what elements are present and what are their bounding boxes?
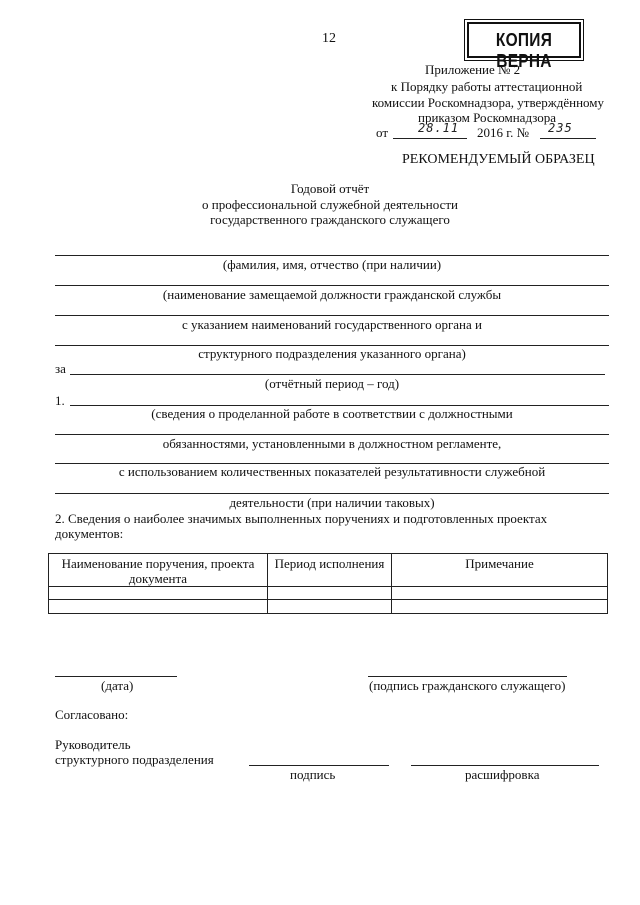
documents-table xyxy=(48,553,608,614)
fio-line xyxy=(55,255,609,256)
table-cell xyxy=(392,587,608,600)
period-hint: (отчётный период – год) xyxy=(264,376,400,391)
sample-label: РЕКОМЕНДУЕМЫЙ ОБРАЗЕЦ xyxy=(402,152,595,167)
work-hint-3: с использованием количественных показателей результативности служебной xyxy=(118,464,546,479)
agreed-label: Согласовано: xyxy=(55,707,129,722)
appendix-year-text: 2016 г. № xyxy=(477,125,530,140)
head-signature-label: подпись xyxy=(290,767,336,782)
page-number: 12 xyxy=(322,31,336,46)
title-line-2: о профессиональной служебной деятельности xyxy=(201,197,458,212)
table-header-cell: Период исполнения xyxy=(268,554,392,587)
employee-signature-line xyxy=(368,676,567,677)
item-1-number: 1. xyxy=(55,393,65,408)
appendix-number-handwritten: 235 xyxy=(548,121,573,135)
work-hint-2: обязанностями, установленными в должностном регламенте, xyxy=(162,436,502,451)
position-hint: (наименование замещаемой должности гражданской службы xyxy=(162,287,502,302)
item-2-line-2: документов: xyxy=(55,526,124,541)
period-prefix: за xyxy=(55,361,66,376)
table-cell xyxy=(49,587,268,600)
work-line-2 xyxy=(55,434,609,435)
table-header-cell: Наименование поручения, проекта документа xyxy=(49,554,268,587)
appendix-date-line xyxy=(393,138,467,139)
title-line-3: государственного гражданского служащего xyxy=(210,212,450,227)
work-hint-1: (сведения о проделанной работе в соответствии с должностными xyxy=(151,406,513,421)
appendix-line-1: Приложение № 2 xyxy=(425,62,521,77)
table-row xyxy=(49,587,608,600)
appendix-number-line xyxy=(540,138,596,139)
table-cell xyxy=(392,600,608,614)
head-decode-label: расшифровка xyxy=(465,767,540,782)
agency-hint: с указанием наименований государственного органа и xyxy=(182,317,482,332)
head-decode-line xyxy=(411,765,599,766)
subdivision-hint: структурного подразделения указанного органа) xyxy=(198,346,466,361)
appendix-line-4: приказом Роскомнадзора xyxy=(418,110,557,125)
work-hint-4: деятельности (при наличии таковых) xyxy=(229,495,435,510)
date-label: (дата) xyxy=(101,678,134,693)
agency-line xyxy=(55,315,609,316)
employee-signature-label: (подпись гражданского служащего) xyxy=(369,678,566,693)
appendix-date-handwritten: 28.11 xyxy=(418,121,460,135)
table-cell xyxy=(268,587,392,600)
head-line-2: структурного подразделения xyxy=(55,752,214,767)
date-line xyxy=(55,676,177,677)
table-header-cell: Примечание xyxy=(392,554,608,587)
item-2-line-1: 2. Сведения о наиболее значимых выполненных поручениях и подготовленных проектах xyxy=(55,511,548,526)
head-signature-line xyxy=(249,765,389,766)
fio-hint: (фамилия, имя, отчество (при наличии) xyxy=(222,257,442,272)
table-header-row xyxy=(49,554,608,587)
position-line xyxy=(55,285,609,286)
table-cell xyxy=(49,600,268,614)
period-line xyxy=(70,374,605,375)
table-row xyxy=(49,600,608,614)
title-line-1: Годовой отчёт xyxy=(290,181,370,196)
appendix-date-prefix: от xyxy=(376,125,389,140)
appendix-line-3: комиссии Роскомнадзора, утверждённому xyxy=(372,95,605,110)
copy-certified-stamp xyxy=(467,22,581,71)
table-cell xyxy=(268,600,392,614)
head-line-1: Руководитель xyxy=(55,737,131,752)
appendix-line-2: к Порядку работы аттестационной xyxy=(391,79,583,94)
work-line-4 xyxy=(55,493,609,494)
stamp-text: КОПИЯ ВЕРНА xyxy=(495,30,553,71)
